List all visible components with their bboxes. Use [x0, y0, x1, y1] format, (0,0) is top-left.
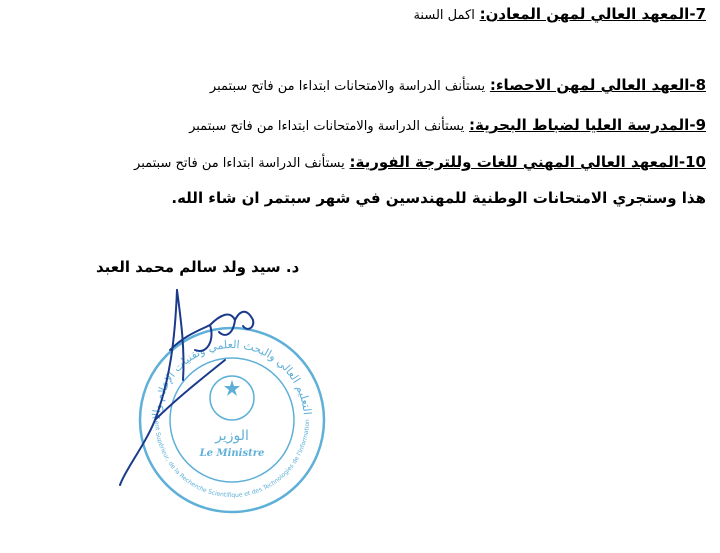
item-8-text: يستأنف الدراسة والامتحانات ابتداءا من فاتح سبتمبر [209, 79, 486, 94]
stamp-ring-text-ar: التعليم العالي والبحث العلمي وتقنيات الإعلام والا [149, 337, 314, 420]
item-10-text: يستأنف الدراسة ابتداءا من فاتح سبتمبر [134, 156, 345, 171]
item-7-text: اكمل السنة [413, 8, 475, 23]
item-7-heading: 7-المعهد العالي لمهن المعادن: [479, 5, 706, 23]
stamp-title-ar: الوزير [215, 428, 249, 444]
emblem-icon [210, 376, 254, 420]
item-10-heading: 10-المعهد العالي المهني للغات وللترجة الفورية: [349, 153, 706, 171]
item-9-heading: 9-المدرسة العليا لضباط البحرية: [469, 116, 706, 134]
item-7 [413, 4, 706, 26]
item-8-heading: 8-العهد العالي لمهن الاحصاء: [489, 76, 706, 94]
signer-name: د. سيد ولد سالم محمد العبد [96, 258, 300, 276]
item-8 [210, 75, 706, 97]
official-stamp [115, 280, 345, 520]
stamp-graphic [115, 280, 345, 520]
item-10 [134, 152, 706, 174]
item-9 [189, 115, 706, 137]
item-9-text: يستأنف الدراسة والامتحانات ابتداءا من فاتح سبتمبر [189, 119, 465, 134]
stamp-title-fr: Le Ministre [199, 448, 265, 459]
closing-statement: هذا وستجري الامتحانات الوطنية للمهندسين في شهر سبتمر ان شاء الله. [171, 189, 706, 207]
stamp-ring-text-fr: ent Supérieur, de la Recherche Scientifique et des Technologies de l'Information [152, 419, 312, 500]
